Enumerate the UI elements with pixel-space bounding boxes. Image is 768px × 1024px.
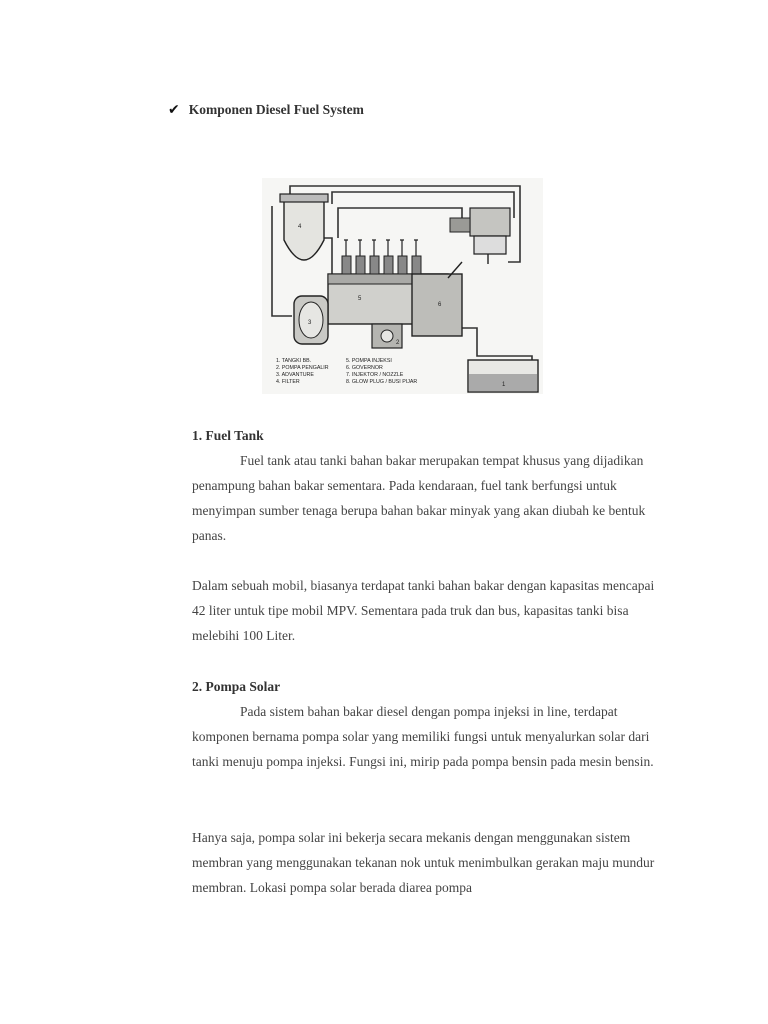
legend-left-1: 1. TANGKI BB. (276, 358, 312, 364)
svg-text:1: 1 (502, 382, 506, 388)
legend-right-2: 6. GOVERNOR (346, 365, 383, 371)
paragraph-pompa-solar-2: Hanya saja, pompa solar ini bekerja secara mekanis dengan menggunakan sistem membran yang menggunakan tekanan nok untuk menimbulkan gerakan maju mundur membran. Lokasi pompa solar berada diarea pompa (192, 830, 655, 895)
legend-left-4: 4. FILTER (276, 379, 300, 385)
paragraph-fuel-tank-2: Dalam sebuah mobil, biasanya terdapat tanki bahan bakar dengan kapasitas mencapai 42 liter untuk tipe mobil MPV. Sementara pada truk dan bus, kapasitas tanki bisa melebihi 100 Liter. (192, 578, 655, 643)
svg-text:6: 6 (438, 302, 442, 308)
svg-text:4: 4 (298, 224, 302, 230)
filter-component (280, 194, 328, 260)
legend-left-2: 2. POMPA PENGALIR (276, 365, 329, 371)
paragraph-fuel-tank-1: Fuel tank atau tanki bahan bakar merupakan tempat khusus yang dijadikan penampung bahan bakar sementara. Pada kendaraan, fuel tank berfungsi untuk menyimpan sumber tenaga berupa bahan bakar minyak yang akan diubah ke bentuk panas. (192, 453, 646, 543)
svg-text:3: 3 (308, 320, 312, 326)
paragraph-pompa-solar-1: Pada sistem bahan bakar diesel dengan pompa injeksi in line, terdapat komponen bernama pompa solar yang memiliki fungsi untuk menyalurkan solar dari tanki menuju pompa injeksi. Fungsi ini, mirip pada pompa bensin pada mesin bensin. (192, 704, 654, 769)
section-title-pompa-solar: 2. Pompa Solar (192, 679, 281, 694)
heading-title: Komponen Diesel Fuel System (188, 102, 364, 117)
legend-right-1: 5. POMPA INJEKSI (346, 358, 392, 364)
svg-text:2: 2 (396, 340, 400, 346)
fuel-system-diagram (262, 178, 543, 394)
svg-text:5: 5 (358, 296, 362, 302)
legend-right-3: 7. INJEKTOR / NOZZLE (346, 372, 404, 378)
section-heading (168, 102, 364, 118)
check-mark-icon: ✔ (168, 102, 180, 118)
legend-right-4: 8. GLOW PLUG / BUSI PIJAR (346, 379, 418, 385)
section-title-fuel-tank: 1. Fuel Tank (192, 428, 264, 443)
legend-left-3: 3. ADVANTURE (276, 372, 314, 378)
